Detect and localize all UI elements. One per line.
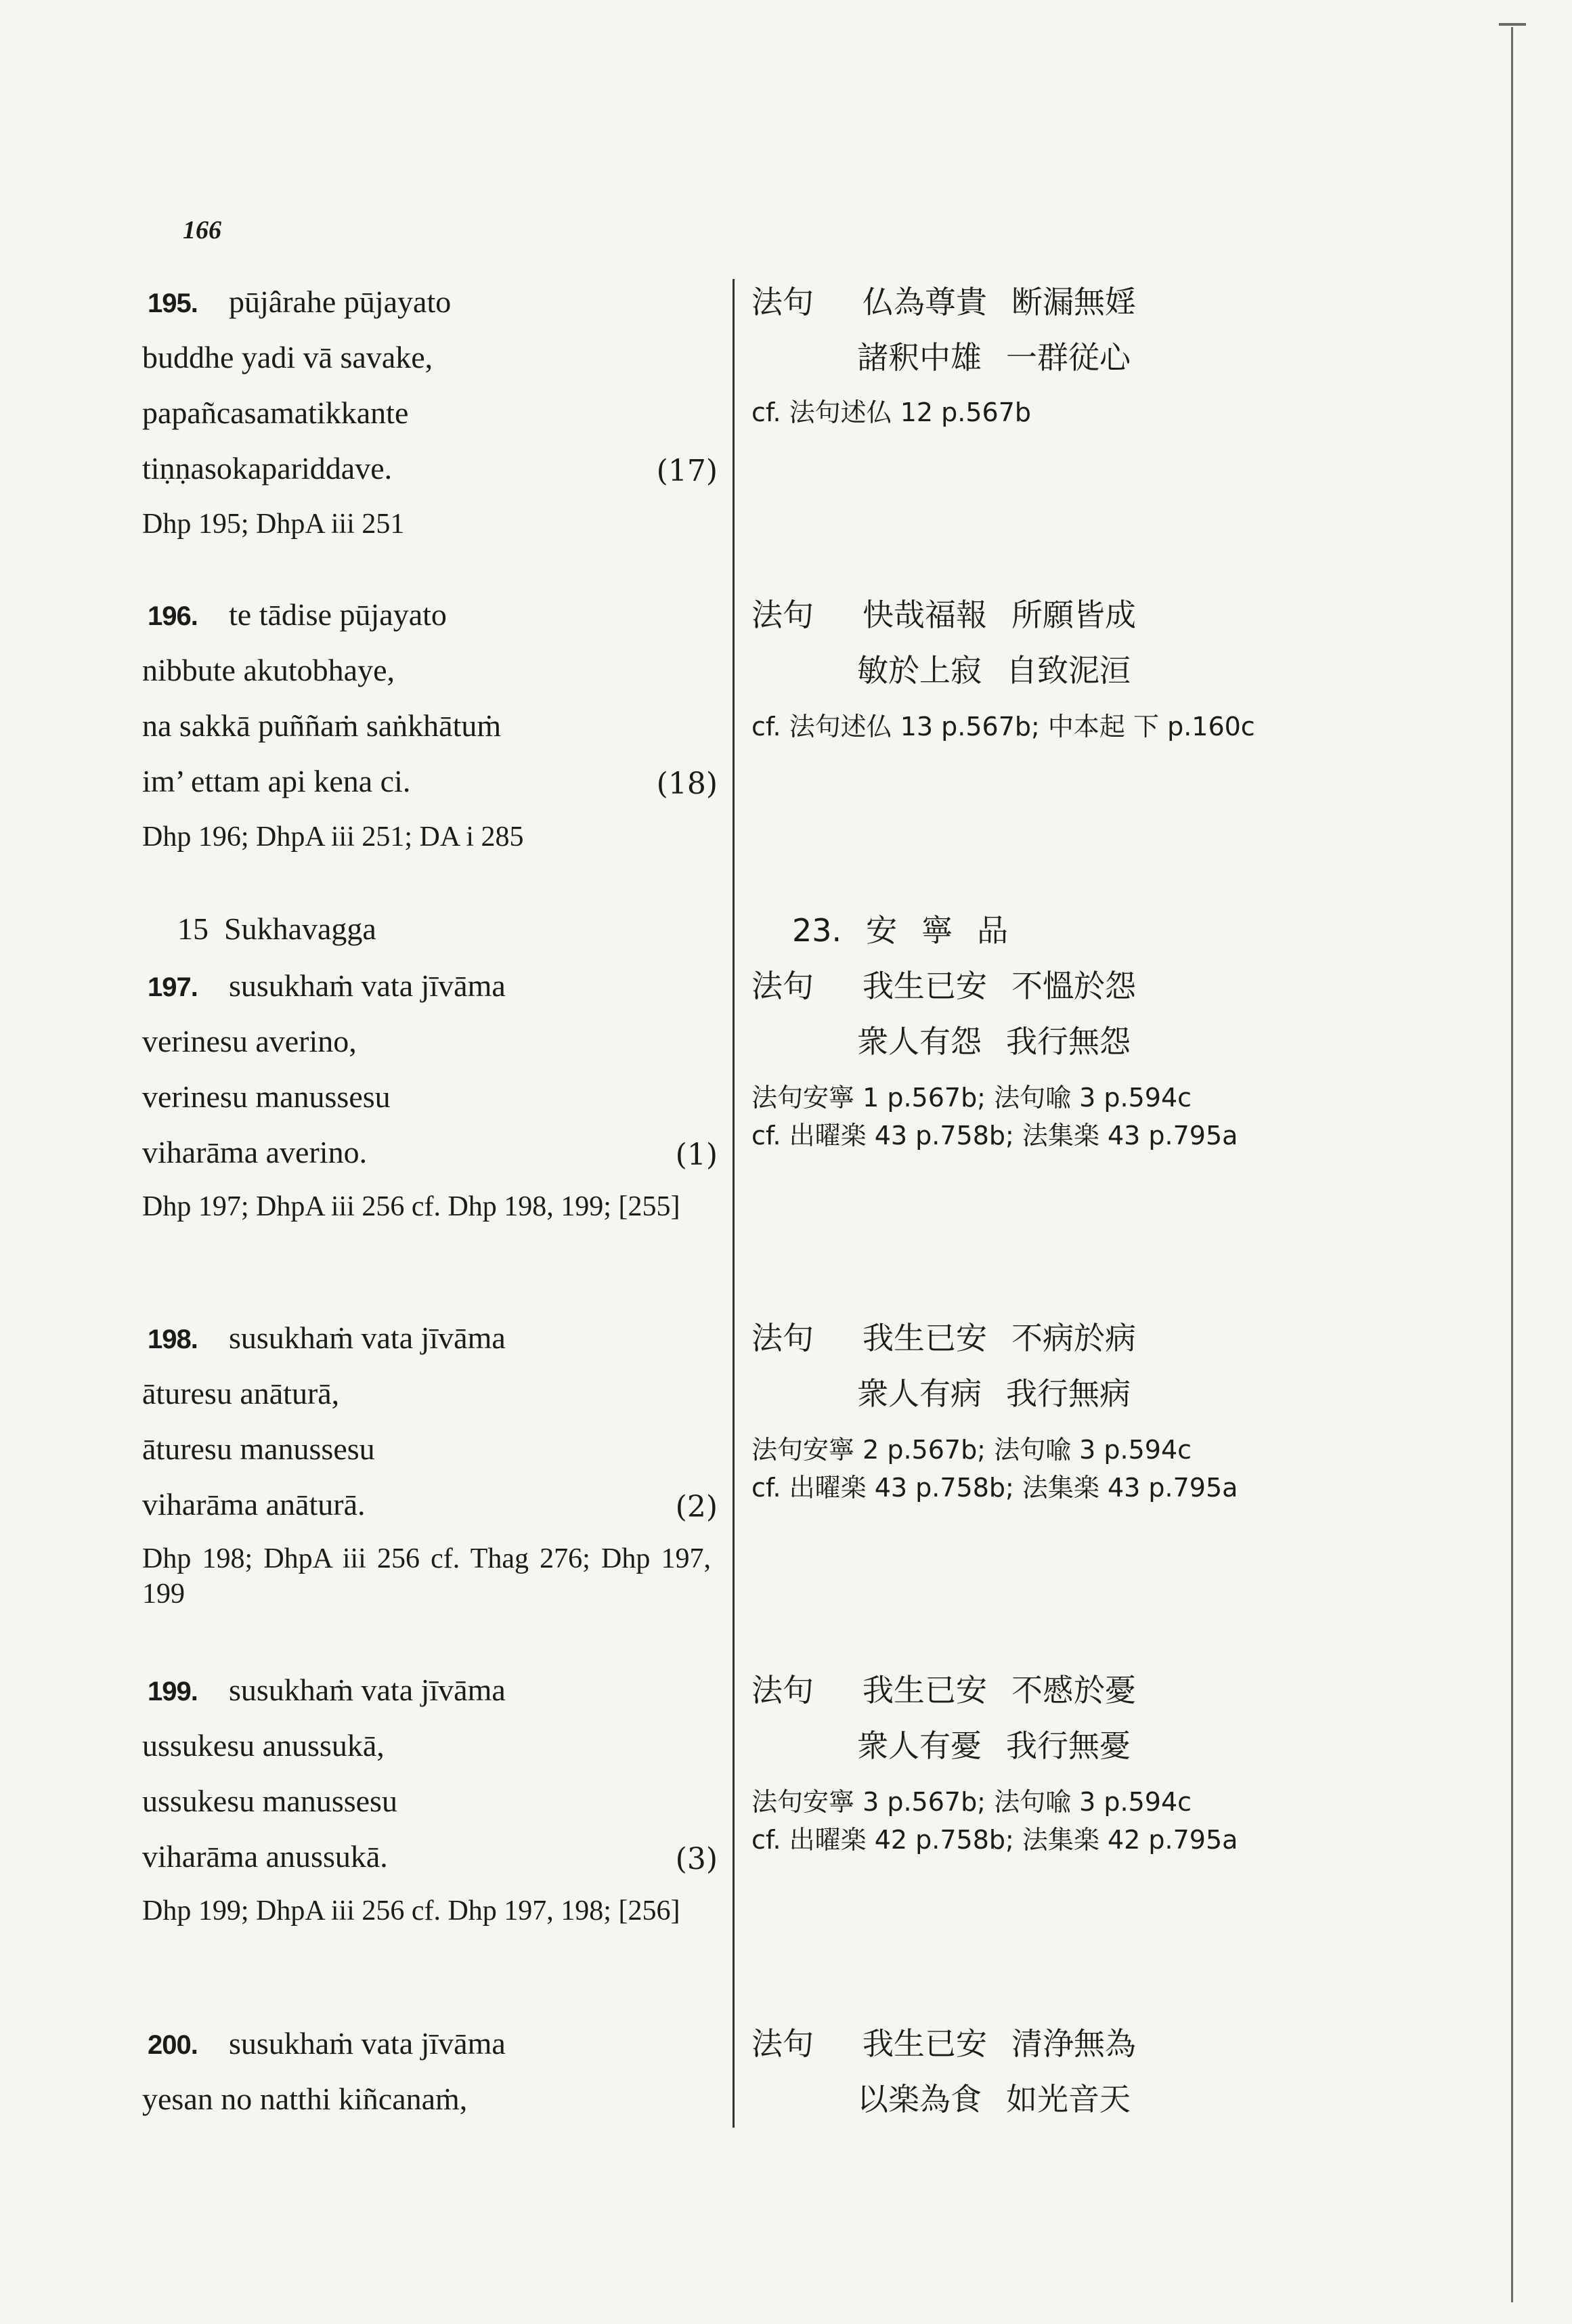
verse-line: buddhe yadi vā savake, xyxy=(142,340,433,374)
cjk-label: 法句 xyxy=(751,1320,814,1356)
verse-number: 196. xyxy=(148,601,198,631)
verse-number: 195. xyxy=(148,288,198,318)
verse-line: viharāma anāturā. xyxy=(142,1487,366,1522)
verse-number: 197. xyxy=(148,972,198,1002)
page-number: 166 xyxy=(183,216,221,244)
verse-references: Dhp 197; DhpA iii 256 cf. Dhp 198, 199; [255] xyxy=(142,1191,680,1222)
column-divider xyxy=(733,279,735,2128)
cjk-phrase: 自致泥洹 xyxy=(1006,652,1131,689)
cjk-reference: cf. 法句述仏 12 p.567b xyxy=(751,397,1032,427)
verse-line: ussukesu manussesu xyxy=(142,1784,397,1818)
cjk-reference: cf. 出曜楽 42 p.758b; 法集楽 42 p.795a xyxy=(751,1825,1238,1855)
verse-line: susukhaṁ vata jīvāma xyxy=(229,968,506,1003)
verse-line: te tādise pūjayato xyxy=(229,597,447,632)
cjk-label: 法句 xyxy=(751,597,814,633)
verse-references: Dhp 199; DhpA iii 256 cf. Dhp 197, 198; [256] xyxy=(142,1895,680,1927)
cjk-phrase: 以楽為食 xyxy=(857,2081,982,2117)
verse-marker: (3) xyxy=(675,1842,718,1876)
verse-marker: (17) xyxy=(656,454,718,488)
section-heading-chinese: 23. 安 寧 品 xyxy=(792,912,1009,949)
verse-line: verinesu averino, xyxy=(142,1024,357,1058)
verse-line: viharāma averino. xyxy=(142,1135,368,1169)
section-heading-pali: 15 Sukhavagga xyxy=(177,911,376,946)
verse-references: Dhp 196; DhpA iii 251; DA i 285 xyxy=(142,821,524,853)
verse-line: im’ ettam api kena ci. xyxy=(142,764,411,798)
verse-line: pūjârahe pūjayato xyxy=(229,284,452,319)
verse-line: na sakkā puññaṁ saṅkhātuṁ xyxy=(142,708,502,743)
verse-line: āturesu manussesu xyxy=(142,1432,375,1466)
cjk-phrase: 所願皆成 xyxy=(1011,597,1136,633)
cjk-phrase: 我生已安 xyxy=(863,968,987,1004)
cjk-reference: 法句安寧 1 p.567b; 法句喩 3 p.594c xyxy=(751,1083,1192,1113)
verse-number: 198. xyxy=(148,1325,198,1354)
cjk-phrase: 我生已安 xyxy=(863,1672,987,1708)
cjk-phrase: 一群従心 xyxy=(1006,339,1131,376)
cjk-phrase: 不病於病 xyxy=(1011,1320,1136,1356)
verse-line: ussukesu anussukā, xyxy=(142,1728,385,1763)
verse-number: 200. xyxy=(148,2030,198,2060)
scan-edge-tick xyxy=(1499,23,1526,26)
cjk-phrase: 諸釈中雄 xyxy=(857,339,982,376)
cjk-reference: 法句安寧 2 p.567b; 法句喩 3 p.594c xyxy=(751,1435,1192,1465)
cjk-phrase: 我生已安 xyxy=(863,2025,987,2062)
cjk-phrase: 衆人有病 xyxy=(857,1375,982,1412)
cjk-phrase: 快哉福報 xyxy=(863,597,987,633)
cjk-phrase: 我生已安 xyxy=(863,1320,987,1356)
verse-number: 199. xyxy=(148,1677,198,1706)
cjk-label: 法句 xyxy=(751,2025,814,2062)
verse-line: nibbute akutobhaye, xyxy=(142,653,395,687)
verse-marker: (1) xyxy=(675,1138,718,1172)
cjk-phrase: 衆人有憂 xyxy=(857,1727,982,1764)
cjk-reference: cf. 出曜楽 43 p.758b; 法集楽 43 p.795a xyxy=(751,1473,1238,1503)
cjk-phrase: 我行無憂 xyxy=(1006,1727,1131,1764)
cjk-reference: cf. 出曜楽 43 p.758b; 法集楽 43 p.795a xyxy=(751,1121,1238,1150)
verse-line: viharāma anussukā. xyxy=(142,1839,388,1874)
verse-line: susukhaṁ vata jīvāma xyxy=(229,2026,506,2061)
verse-line: āturesu anāturā, xyxy=(142,1376,340,1411)
verse-line: susukhaṁ vata jīvāma xyxy=(229,1320,506,1355)
cjk-phrase: 仏為尊貴 xyxy=(863,284,987,320)
verse-line: papañcasamatikkante xyxy=(142,395,409,430)
verse-line: tiṇṇasokapariddave. xyxy=(142,451,393,486)
verse-line: susukhaṁ vata jīvāma xyxy=(229,1673,506,1707)
cjk-phrase: 我行無怨 xyxy=(1006,1023,1131,1060)
scan-edge xyxy=(1511,27,1513,2302)
cjk-phrase: 敏於上寂 xyxy=(857,652,982,689)
verse-marker: (2) xyxy=(675,1490,718,1524)
cjk-phrase: 不慼於憂 xyxy=(1011,1672,1136,1708)
cjk-phrase: 我行無病 xyxy=(1006,1375,1131,1412)
verse-references: Dhp 198; DhpA iii 256 cf. Thag 276; Dhp 197, 199 xyxy=(142,1543,711,1610)
cjk-label: 法句 xyxy=(751,284,814,320)
verse-line: verinesu manussesu xyxy=(142,1079,391,1114)
verse-references: Dhp 195; DhpA iii 251 xyxy=(142,509,405,540)
verse-line: yesan no natthi kiñcanaṁ, xyxy=(142,2082,468,2116)
cjk-label: 法句 xyxy=(751,968,814,1004)
verse-marker: (18) xyxy=(656,767,718,801)
cjk-label: 法句 xyxy=(751,1672,814,1708)
cjk-phrase: 不慍於怨 xyxy=(1011,968,1136,1004)
cjk-phrase: 衆人有怨 xyxy=(857,1023,982,1060)
cjk-phrase: 断漏無婬 xyxy=(1011,284,1136,320)
cjk-phrase: 清浄無為 xyxy=(1011,2025,1136,2062)
cjk-reference: cf. 法句述仏 13 p.567b; 中本起 下 p.160c xyxy=(751,712,1255,741)
cjk-phrase: 如光音天 xyxy=(1006,2081,1131,2117)
cjk-reference: 法句安寧 3 p.567b; 法句喩 3 p.594c xyxy=(751,1787,1192,1817)
